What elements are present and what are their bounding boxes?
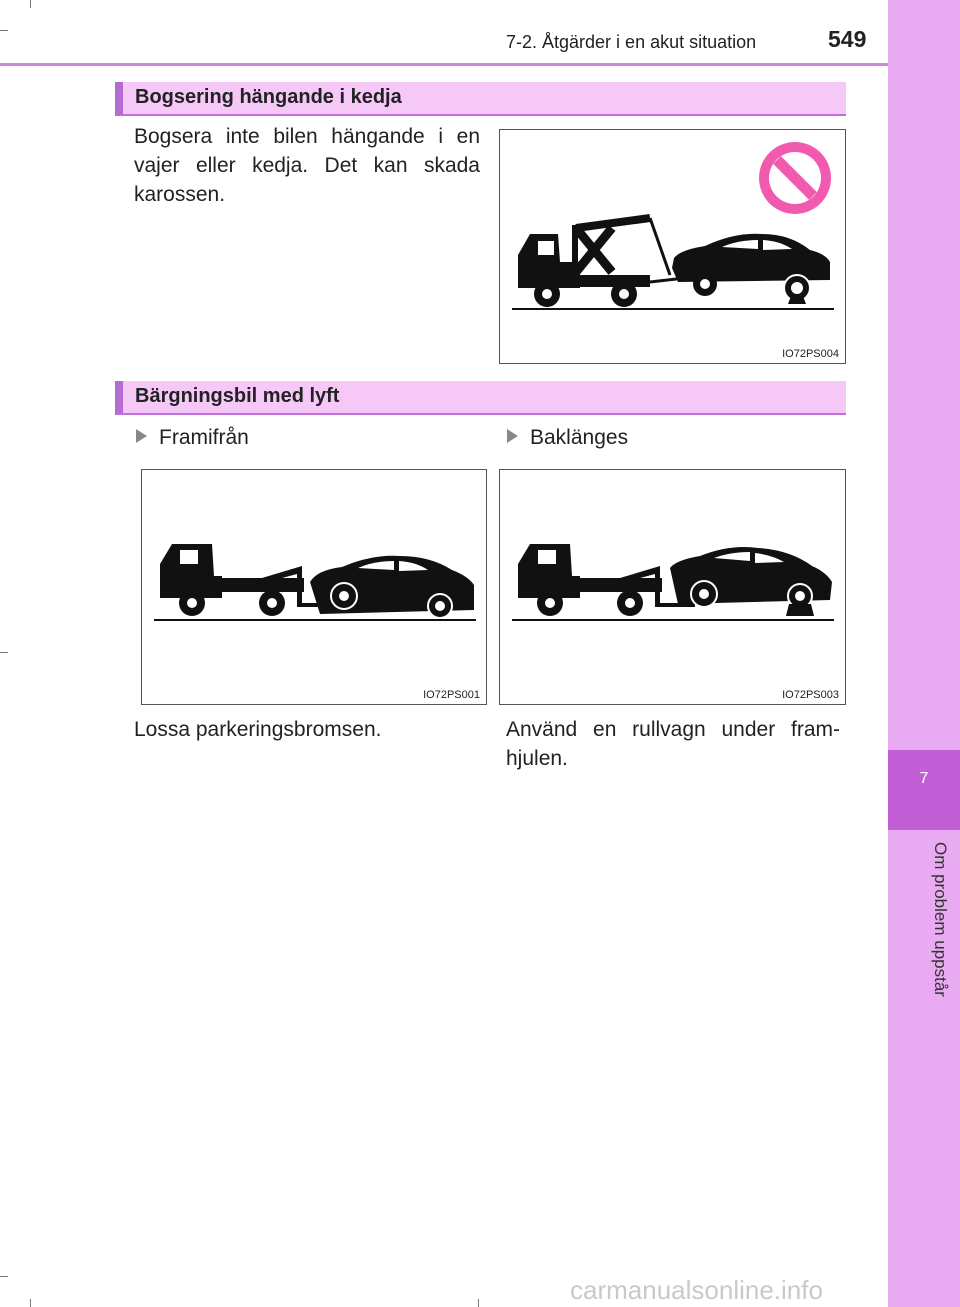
- figure-code: IO72PS001: [423, 689, 480, 701]
- figure-code: IO72PS003: [782, 689, 839, 701]
- watermark: carmanualsonline.info: [570, 1275, 823, 1305]
- figure-code: IO72PS004: [782, 348, 839, 360]
- section-title: 7-2. Åtgärder i en akut situation: [506, 32, 757, 52]
- triangle-bullet-icon: [136, 429, 147, 443]
- figure-rear-tow: [499, 469, 846, 705]
- prohibition-sign-icon: [759, 142, 831, 214]
- chain-towing-warning: Bogsera inte bilen hängande i en vajer eller kedja. Det kan skada karossen.: [134, 125, 480, 206]
- chapter-tab-active: [888, 750, 960, 830]
- chapter-number: 7: [919, 770, 929, 787]
- bullet-front: Framifrån: [136, 426, 249, 450]
- crop-mark: [0, 1276, 8, 1277]
- page-number: 549: [828, 26, 867, 52]
- chapter-title: Om problem uppstår: [931, 842, 950, 997]
- chapter-tab: [888, 0, 960, 1307]
- crop-mark: [30, 0, 31, 8]
- crop-mark: [30, 1299, 31, 1307]
- crop-mark: [478, 1299, 479, 1307]
- triangle-bullet-icon: [507, 429, 518, 443]
- heading-chain-towing: Bogsering hängande i kedja: [115, 82, 846, 116]
- caption-rear: Använd en rullvagn under fram-hjulen.: [506, 718, 840, 770]
- crop-mark: [0, 30, 8, 31]
- header-rule: [0, 63, 888, 66]
- bullet-rear: Baklänges: [507, 426, 628, 450]
- figure-chain-towing: [499, 129, 846, 364]
- heading-wheel-lift: Bärgningsbil med lyft: [115, 381, 846, 415]
- figure-front-tow: [141, 469, 487, 705]
- crop-mark: [0, 652, 8, 653]
- caption-front: Lossa parkeringsbromsen.: [134, 718, 382, 741]
